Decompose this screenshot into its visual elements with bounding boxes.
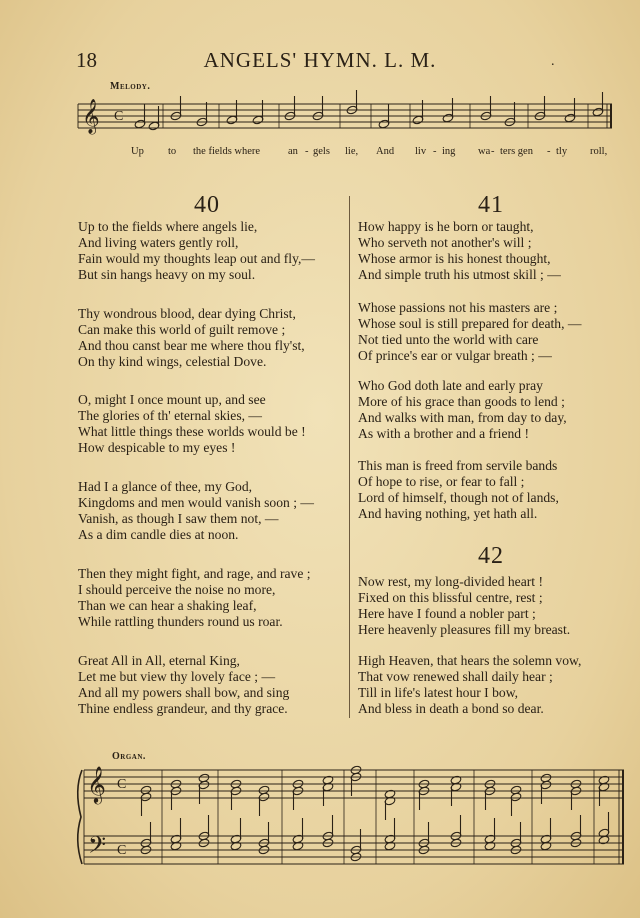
verse-line: Kingdoms and men would vanish soon ; —: [78, 495, 314, 511]
verse-line: This man is freed from servile bands: [358, 458, 558, 473]
verse-line: What little things these worlds would be !: [78, 424, 306, 440]
verse-line: Whose armor is his honest thought,: [358, 251, 551, 267]
svg-text:𝄞: 𝄞: [87, 765, 106, 803]
hymn-number: 42: [478, 543, 504, 569]
verse-line: O, might I once mount up, and see: [78, 392, 266, 407]
header-mark: .: [551, 54, 555, 69]
lyric-syllable: roll,: [590, 146, 608, 157]
verse-line: More of his grace than goods to lend ;: [358, 394, 565, 410]
verse-line: Than we can hear a shaking leaf,: [78, 598, 257, 614]
lyric-syllable: Up: [131, 146, 144, 157]
verse-line: Then they might fight, and rage, and rave ;: [78, 566, 311, 581]
svg-text:𝄢: 𝄢: [88, 831, 107, 864]
lyric-syllable: -: [305, 146, 309, 157]
verse-line: And all my powers shall bow, and sing: [78, 685, 290, 701]
svg-text:C: C: [117, 777, 127, 792]
verse-line: Of prince's ear or vulgar breath ; —: [358, 348, 552, 364]
lyric-syllable: the fields where: [193, 146, 261, 157]
verse-line: Whose passions not his masters are ;: [358, 300, 558, 315]
lyric-syllable: ing: [442, 146, 456, 157]
verse-line: Here have I found a nobler part ;: [358, 606, 536, 622]
page-number: 18: [76, 48, 97, 72]
verse-line: But sin hangs heavy on my soul.: [78, 267, 256, 283]
verse-line: Whose soul is still prepared for death, —: [358, 316, 582, 332]
verse-line: And thou canst bear me where thou fly'st,: [78, 338, 305, 354]
verse-line: While rattling thunders round us roar.: [78, 614, 283, 630]
verse-line: Thy wondrous blood, dear dying Christ,: [78, 306, 296, 321]
verse-line: And living waters gently roll,: [78, 235, 239, 251]
verse-line: As with a brother and a friend !: [358, 426, 529, 442]
verse-line: On thy kind wings, celestial Dove.: [78, 354, 267, 370]
lyric-syllable: And: [376, 146, 395, 157]
verse-line: As a dim candle dies at noon.: [78, 527, 239, 543]
lyric-syllable: -: [433, 146, 437, 157]
lyric-syllable: wa: [478, 146, 491, 157]
lyric-syllable: -: [547, 146, 551, 157]
verse-line: Can make this world of guilt remove ;: [78, 322, 286, 338]
lyric-syllable: tly: [556, 146, 568, 157]
verse-line: Had I a glance of thee, my God,: [78, 479, 253, 494]
svg-text:𝄞: 𝄞: [82, 99, 100, 134]
verse-line: And having nothing, yet hath all.: [358, 506, 538, 522]
svg-text:C: C: [117, 843, 127, 858]
verse-line: And bless in death a bond so dear.: [358, 701, 544, 717]
lyric-syllable: -: [491, 146, 495, 157]
verse-line: Fixed on this blissful centre, rest ;: [358, 590, 543, 606]
hymn-number: 40: [194, 192, 220, 218]
melody-label: Melody.: [110, 81, 151, 92]
lyric-syllable: an: [288, 146, 298, 157]
verse-line: Here heavenly pleasures fill my breast.: [358, 622, 571, 638]
verse-line: Thine endless grandeur, and thy grace.: [78, 701, 288, 717]
verse-line: How happy is he born or taught,: [358, 219, 534, 234]
lyric-syllable: lie,: [345, 146, 359, 157]
lyric-syllable: liv: [415, 146, 427, 157]
hymn-number: 41: [478, 192, 504, 218]
verse-line: Great All in All, eternal King,: [78, 653, 240, 668]
verse-line: Till in life's latest hour I bow,: [358, 685, 519, 701]
verse-line: Fain would my thoughts leap out and fly,—: [78, 251, 315, 267]
organ-label: Organ.: [112, 751, 146, 762]
verse-line: I should perceive the noise no more,: [78, 582, 276, 598]
verse-line: Not tied unto the world with care: [358, 332, 539, 348]
lyric-syllable: to: [168, 146, 177, 157]
verse-line: Now rest, my long-divided heart !: [358, 574, 543, 589]
lyric-syllable: ters gen: [500, 146, 533, 157]
verse-line: Vanish, as though I saw them not, —: [78, 511, 279, 527]
verse-line: And simple truth his utmost skill ; —: [358, 267, 561, 283]
verse-line: Of hope to rise, or fear to fall ;: [358, 474, 525, 490]
verse-line: The glories of th' eternal skies, —: [78, 408, 263, 424]
hymn-title: ANGELS' HYMN. L. M.: [203, 48, 437, 72]
verse-line: High Heaven, that hears the solemn vow,: [358, 653, 582, 668]
verse-line: Up to the fields where angels lie,: [78, 219, 258, 234]
verse-line: That vow renewed shall daily hear ;: [358, 669, 553, 685]
verse-line: Lord of himself, though not of lands,: [358, 490, 559, 506]
verse-line: And walks with man, from day to day,: [358, 410, 567, 426]
verse-line: Who serveth not another's will ;: [358, 235, 532, 251]
verse-line: How despicable to my eyes !: [78, 440, 236, 456]
verse-line: Who God doth late and early pray: [358, 378, 543, 393]
lyric-syllable: gels: [313, 146, 330, 157]
svg-text:C: C: [114, 109, 124, 124]
verse-line: Let me but view thy lovely face ; —: [78, 669, 276, 685]
